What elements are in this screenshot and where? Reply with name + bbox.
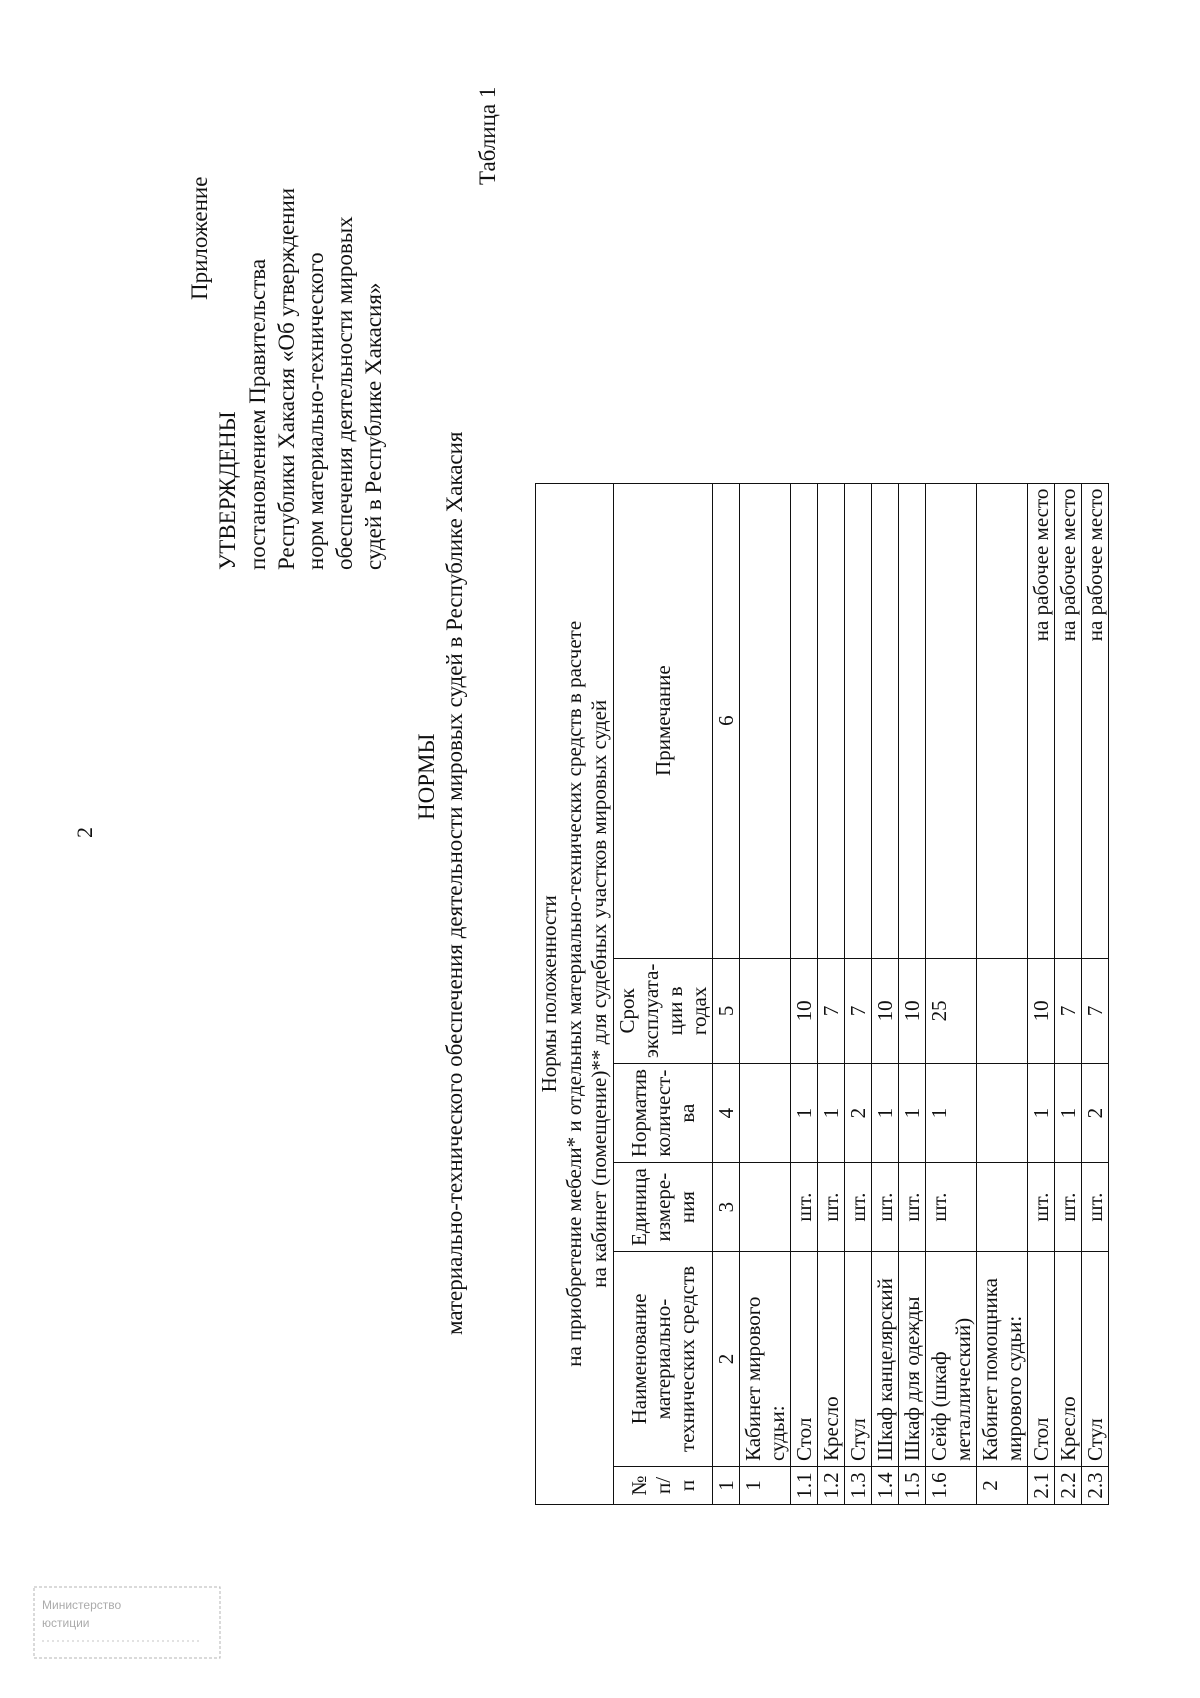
cell-quantity: 1 bbox=[1028, 1064, 1055, 1163]
cell-note bbox=[791, 483, 818, 958]
document-title: НОРМЫ bbox=[414, 733, 439, 820]
cell-name: Кабинет мирового судьи: bbox=[740, 1252, 791, 1467]
table-column-number-row bbox=[713, 483, 740, 1504]
cell-term: 10 bbox=[872, 958, 899, 1063]
cell-term: 10 bbox=[899, 958, 926, 1063]
table-caption bbox=[536, 483, 614, 1504]
cell-number: 1.4 bbox=[872, 1467, 899, 1505]
cell-unit: шт. bbox=[926, 1163, 977, 1252]
cell-quantity: 1 bbox=[872, 1064, 899, 1163]
cell-unit: шт. bbox=[899, 1163, 926, 1252]
page-number: 2 bbox=[72, 827, 97, 838]
caption-line: Нормы положенности bbox=[537, 895, 561, 1093]
cell-note bbox=[872, 483, 899, 958]
table-row bbox=[899, 483, 926, 1504]
cell-term: 10 bbox=[791, 958, 818, 1063]
cell-name: Стол bbox=[791, 1252, 818, 1467]
cell-quantity: 1 bbox=[1055, 1064, 1082, 1163]
approved-line: Республики Хакасия «Об утверждении bbox=[274, 187, 299, 570]
table-label: Таблица 1 bbox=[475, 86, 500, 185]
column-number: 6 bbox=[713, 483, 740, 958]
cell-number: 1.6 bbox=[926, 1467, 977, 1505]
cell-number: 1.3 bbox=[845, 1467, 872, 1505]
cell-number: 2.2 bbox=[1055, 1467, 1082, 1505]
header-unit: Единица измере-ния bbox=[614, 1163, 713, 1252]
cell-quantity: 1 bbox=[899, 1064, 926, 1163]
cell-term: 7 bbox=[845, 958, 872, 1063]
cell-unit: шт. bbox=[1028, 1163, 1055, 1252]
table-row bbox=[872, 483, 899, 1504]
cell-unit: шт. bbox=[872, 1163, 899, 1252]
cell-term bbox=[977, 958, 1028, 1063]
caption-line: на кабинет (помещение)** для судебных участков мировых судей bbox=[587, 699, 611, 1288]
cell-quantity: 2 bbox=[845, 1064, 872, 1163]
cell-quantity: 2 bbox=[1082, 1064, 1109, 1163]
stamp-text-line1: Министерство bbox=[42, 1598, 122, 1612]
approved-lines bbox=[243, 188, 388, 570]
stamp-text-line2: юстиции bbox=[42, 1616, 90, 1630]
cell-note bbox=[899, 483, 926, 958]
cell-quantity bbox=[740, 1064, 791, 1163]
cell-unit: шт. bbox=[818, 1163, 845, 1252]
cell-number: 1.2 bbox=[818, 1467, 845, 1505]
table-row bbox=[926, 483, 977, 1504]
cell-note: на рабочее место bbox=[1082, 483, 1109, 958]
cell-term: 7 bbox=[818, 958, 845, 1063]
header-note: Примечание bbox=[614, 483, 713, 958]
cell-number: 2 bbox=[977, 1467, 1028, 1505]
cell-name: Кресло bbox=[1055, 1252, 1082, 1467]
registration-stamp bbox=[32, 1585, 222, 1660]
header-name: Наименование материально-технических средств bbox=[614, 1252, 713, 1467]
cell-name: Шкаф для одежды bbox=[899, 1252, 926, 1467]
cell-term: 25 bbox=[926, 958, 977, 1063]
approved-line: постановлением Правительства bbox=[245, 258, 270, 570]
norms-table-wrapper bbox=[535, 75, 1109, 1505]
table-row bbox=[977, 483, 1028, 1504]
cell-name: Стул bbox=[845, 1252, 872, 1467]
cell-number: 1.1 bbox=[791, 1467, 818, 1505]
cell-quantity: 1 bbox=[818, 1064, 845, 1163]
cell-name: Стол bbox=[1028, 1252, 1055, 1467]
cell-term: 7 bbox=[1055, 958, 1082, 1063]
cell-number: 2.1 bbox=[1028, 1467, 1055, 1505]
header-quantity: Норматив количест-ва bbox=[614, 1064, 713, 1163]
table-row bbox=[845, 483, 872, 1504]
appendix-label: Приложение bbox=[187, 176, 212, 300]
norms-table bbox=[535, 483, 1109, 1505]
cell-name: Сейф (шкаф металлический) bbox=[926, 1252, 977, 1467]
column-number: 2 bbox=[713, 1252, 740, 1467]
cell-name: Кабинет помощника мирового судьи: bbox=[977, 1252, 1028, 1467]
approved-title: УТВЕРЖДЕНЫ bbox=[215, 411, 240, 570]
cell-note bbox=[926, 483, 977, 958]
table-header-row bbox=[614, 483, 713, 1504]
cell-note bbox=[845, 483, 872, 958]
cell-unit: шт. bbox=[791, 1163, 818, 1252]
table-body bbox=[740, 483, 1109, 1504]
approved-line: норм материально-технического bbox=[303, 252, 328, 570]
cell-term: 7 bbox=[1082, 958, 1109, 1063]
cell-name: Стул bbox=[1082, 1252, 1109, 1467]
table-row bbox=[1082, 483, 1109, 1504]
header-number: № п/п bbox=[614, 1467, 713, 1505]
cell-note: на рабочее место bbox=[1028, 483, 1055, 958]
cell-unit: шт. bbox=[845, 1163, 872, 1252]
cell-number: 2.3 bbox=[1082, 1467, 1109, 1505]
approved-line: судей в Республике Хакасия» bbox=[361, 282, 386, 570]
cell-term: 10 bbox=[1028, 958, 1055, 1063]
caption-line: на приобретение мебели* и отдельных материально-технических средств в расчете bbox=[562, 620, 586, 1367]
cell-note bbox=[740, 483, 791, 958]
cell-quantity bbox=[977, 1064, 1028, 1163]
cell-quantity: 1 bbox=[926, 1064, 977, 1163]
cell-unit bbox=[977, 1163, 1028, 1252]
table-row bbox=[791, 483, 818, 1504]
cell-unit bbox=[740, 1163, 791, 1252]
column-number: 1 bbox=[713, 1467, 740, 1505]
cell-term bbox=[740, 958, 791, 1063]
header-term: Срок эксплуата-ции в годах bbox=[614, 958, 713, 1063]
document-subtitle: материально-технического обеспечения деятельности мировых судей в Республике Хакасия bbox=[442, 431, 467, 1335]
column-number: 5 bbox=[713, 958, 740, 1063]
cell-quantity: 1 bbox=[791, 1064, 818, 1163]
cell-name: Кресло bbox=[818, 1252, 845, 1467]
table-caption-row bbox=[536, 483, 614, 1504]
cell-note: на рабочее место bbox=[1055, 483, 1082, 958]
cell-number: 1.5 bbox=[899, 1467, 926, 1505]
table-row bbox=[740, 483, 791, 1504]
column-number: 3 bbox=[713, 1163, 740, 1252]
cell-note bbox=[818, 483, 845, 958]
table-row bbox=[1028, 483, 1055, 1504]
cell-note bbox=[977, 483, 1028, 958]
cell-name: Шкаф канцелярский bbox=[872, 1252, 899, 1467]
rotated-page-content bbox=[185, 10, 1107, 1510]
cell-unit: шт. bbox=[1082, 1163, 1109, 1252]
column-number: 4 bbox=[713, 1064, 740, 1163]
cell-number: 1 bbox=[740, 1467, 791, 1505]
cell-unit: шт. bbox=[1055, 1163, 1082, 1252]
approved-line: обеспечения деятельности мировых bbox=[332, 216, 357, 570]
table-row bbox=[1055, 483, 1082, 1504]
table-row bbox=[818, 483, 845, 1504]
